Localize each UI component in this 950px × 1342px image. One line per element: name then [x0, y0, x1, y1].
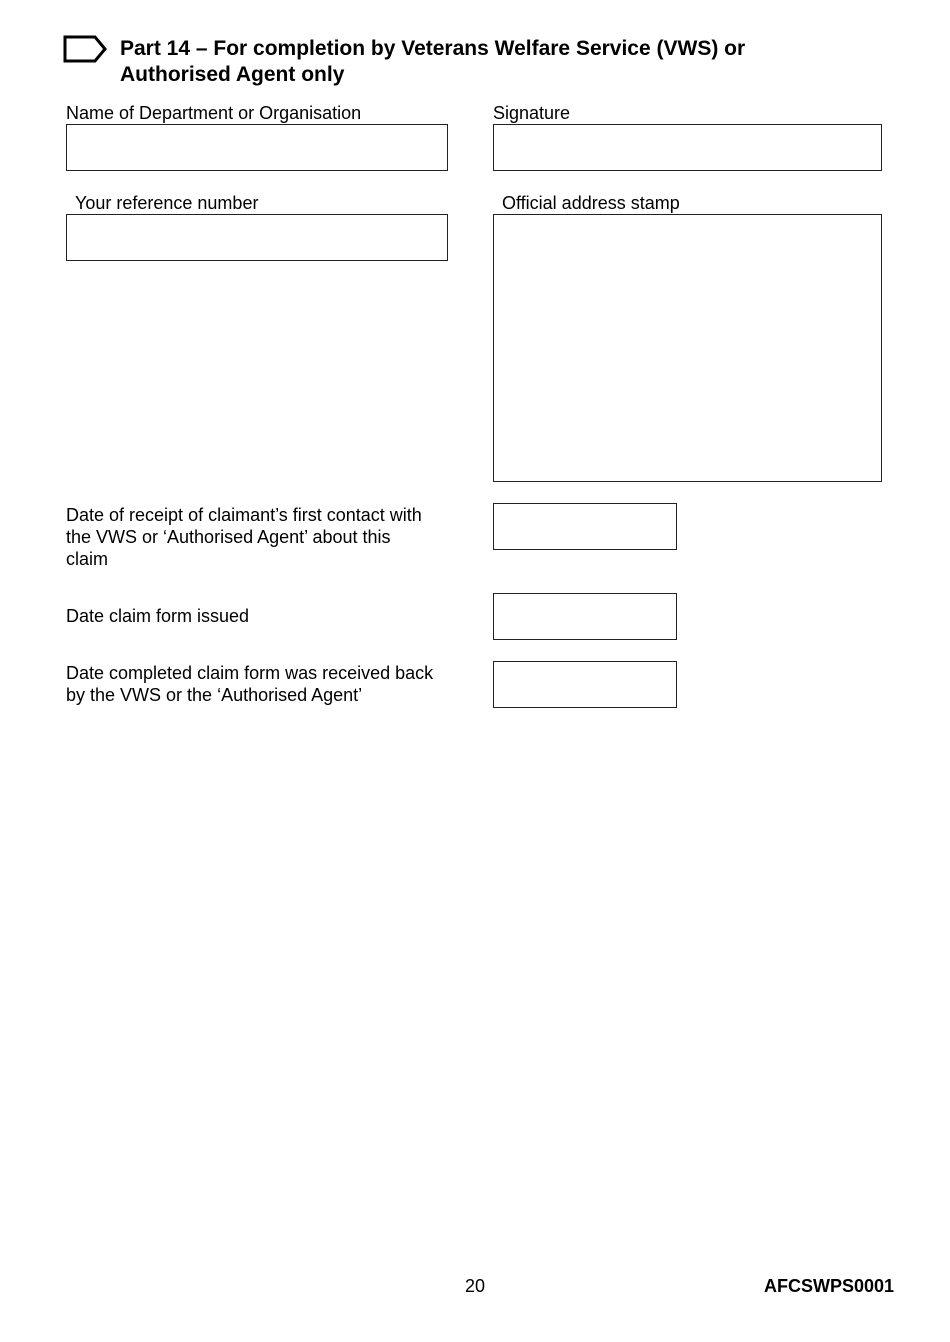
date-received-back-input[interactable] [493, 661, 677, 708]
page-number: 20 [464, 1276, 486, 1296]
date-received-back-label: Date completed claim form was received back by the VWS or the ‘Authorised Agent’ [66, 663, 434, 705]
signature-input[interactable] [493, 124, 882, 171]
stamp-label: Official address stamp [502, 193, 680, 213]
section-title: Part 14 – For completion by Veterans Welfare Service (VWS) or Authorised Agent only [120, 37, 746, 86]
reference-label: Your reference number [75, 193, 259, 213]
form-code: AFCSWPS0001 [763, 1276, 894, 1296]
date-issued-input[interactable] [493, 593, 677, 640]
signature-label: Signature [493, 103, 571, 123]
date-first-contact-input[interactable] [493, 503, 677, 550]
reference-input[interactable] [66, 214, 448, 261]
stamp-box[interactable] [493, 214, 882, 482]
department-label: Name of Department or Organisation [66, 103, 362, 123]
arrow-tag-icon [63, 35, 107, 63]
department-input[interactable] [66, 124, 448, 171]
date-first-contact-label: Date of receipt of claimant’s first contact with the VWS or ‘Authorised Agent’ about this claim [66, 505, 422, 569]
date-issued-label: Date claim form issued [66, 606, 250, 626]
